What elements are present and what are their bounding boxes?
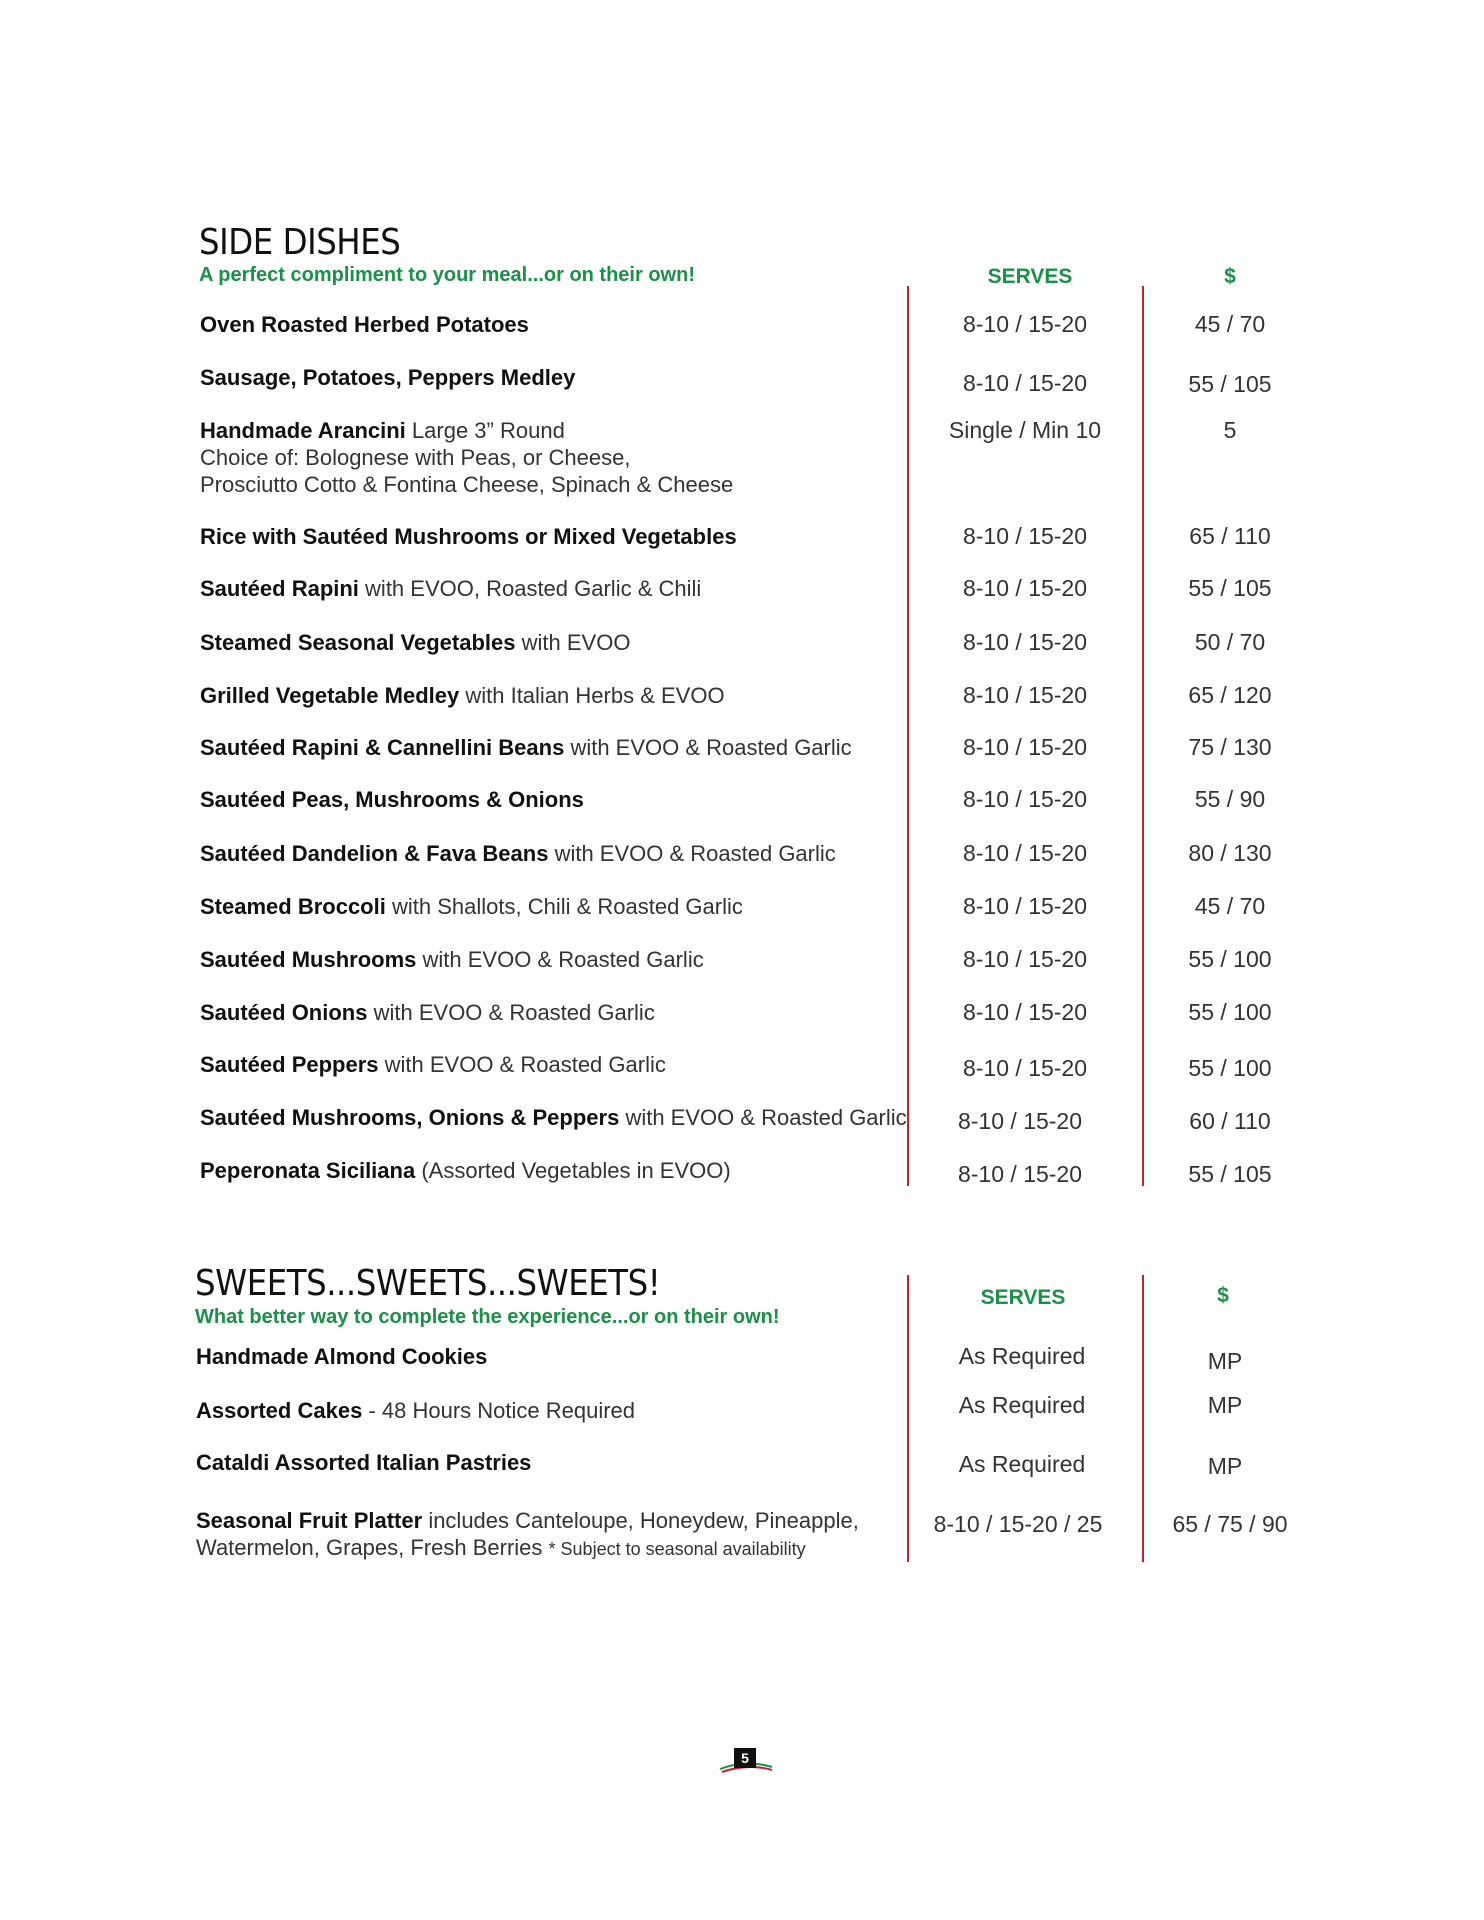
item-serves: 8-10 / 15-20: [962, 999, 1088, 1025]
item-name: Sautéed Onions with EVOO & Roasted Garlic: [200, 1000, 655, 1025]
item-price: 65 / 120: [1188, 682, 1272, 708]
item-name: Sautéed Dandelion & Fava Beans with EVOO & Roasted Garlic: [200, 841, 836, 866]
sweets-price-header: $: [1217, 1284, 1229, 1307]
item-name: Sautéed Mushrooms with EVOO & Roasted Garlic: [200, 947, 704, 972]
item-serves: 8-10 / 15-20: [962, 629, 1088, 655]
item-price: 55 / 105: [1188, 575, 1272, 601]
item-price: 80 / 130: [1188, 840, 1272, 866]
item-price: 55 / 105: [1188, 1161, 1272, 1187]
item-price: MP: [1207, 1348, 1243, 1374]
side-dishes-title: SIDE DISHES: [199, 222, 401, 263]
item-desc-line: Prosciutto Cotto & Fontina Cheese, Spinach & Cheese: [200, 472, 734, 497]
sweets-divider-left: [907, 1275, 909, 1562]
side-serves-header: SERVES: [987, 265, 1073, 288]
item-price: 55 / 100: [1188, 999, 1272, 1025]
item-name: Sautéed Peppers with EVOO & Roasted Garlic: [200, 1052, 666, 1077]
item-price: 65 / 75 / 90: [1172, 1511, 1288, 1537]
item-name: Seasonal Fruit Platter includes Canteloupe, Honeydew, Pineapple,: [196, 1508, 859, 1533]
sweets-title: SWEETS...SWEETS...SWEETS!: [195, 1263, 661, 1304]
item-serves: As Required: [958, 1343, 1086, 1369]
item-serves: 8-10 / 15-20: [962, 734, 1088, 760]
item-serves: 8-10 / 15-20: [962, 840, 1088, 866]
item-serves: 8-10 / 15-20: [962, 893, 1088, 919]
item-name: Cataldi Assorted Italian Pastries: [196, 1450, 532, 1475]
item-price: 5: [1223, 417, 1237, 443]
item-name: Peperonata Siciliana (Assorted Vegetables in EVOO): [200, 1158, 731, 1183]
item-desc-line: Watermelon, Grapes, Fresh Berries * Subject to seasonal availability: [196, 1535, 806, 1560]
item-name: Handmade Almond Cookies: [196, 1344, 488, 1369]
item-price: 75 / 130: [1188, 734, 1272, 760]
item-serves: 8-10 / 15-20: [962, 1055, 1088, 1081]
item-serves: 8-10 / 15-20: [962, 575, 1088, 601]
item-serves: 8-10 / 15-20: [962, 946, 1088, 972]
side-dishes-subtitle: A perfect compliment to your meal...or on their own!: [199, 264, 695, 286]
item-name: Sautéed Mushrooms, Onions & Peppers with EVOO & Roasted Garlic: [200, 1105, 907, 1130]
item-name: Sausage, Potatoes, Peppers Medley: [200, 365, 576, 390]
item-price: 50 / 70: [1194, 629, 1266, 655]
side-divider-right: [1142, 286, 1144, 1186]
item-name: Sautéed Peas, Mushrooms & Onions: [200, 787, 584, 812]
item-price: 65 / 110: [1189, 523, 1271, 549]
item-serves: 8-10 / 15-20: [957, 1161, 1083, 1187]
item-price: 55 / 105: [1188, 371, 1272, 397]
page-number: 5: [741, 1750, 749, 1766]
item-serves: 8-10 / 15-20: [957, 1108, 1083, 1134]
side-price-header: $: [1224, 265, 1236, 288]
page-number-badge: [718, 1745, 774, 1779]
item-serves: 8-10 / 15-20: [962, 523, 1088, 549]
item-price: 45 / 70: [1194, 893, 1266, 919]
side-divider-left: [907, 286, 909, 1186]
item-serves: As Required: [958, 1392, 1086, 1418]
item-name: Sautéed Rapini with EVOO, Roasted Garlic & Chili: [200, 576, 702, 601]
item-name: Rice with Sautéed Mushrooms or Mixed Vegetables: [200, 524, 737, 549]
item-name: Grilled Vegetable Medley with Italian Herbs & EVOO: [200, 683, 725, 708]
item-serves: 8-10 / 15-20: [962, 370, 1088, 396]
item-price: MP: [1207, 1392, 1243, 1418]
item-serves: 8-10 / 15-20 / 25: [933, 1511, 1103, 1537]
item-price: 55 / 90: [1194, 786, 1266, 812]
item-serves: As Required: [958, 1451, 1086, 1477]
item-name: Steamed Broccoli with Shallots, Chili & Roasted Garlic: [200, 894, 743, 919]
item-price: 60 / 110: [1189, 1108, 1271, 1134]
item-serves: 8-10 / 15-20: [962, 311, 1088, 337]
item-price: 45 / 70: [1194, 311, 1266, 337]
item-price: 55 / 100: [1188, 1055, 1272, 1081]
sweets-serves-header: SERVES: [980, 1286, 1066, 1309]
item-serves: 8-10 / 15-20: [962, 786, 1088, 812]
item-name: Handmade Arancini Large 3” Round: [200, 418, 565, 443]
item-price: MP: [1207, 1453, 1243, 1479]
item-serves: 8-10 / 15-20: [962, 682, 1088, 708]
item-name: Assorted Cakes - 48 Hours Notice Required: [196, 1398, 636, 1423]
item-desc-line: Choice of: Bolognese with Peas, or Cheese,: [200, 445, 631, 470]
item-price: 55 / 100: [1188, 946, 1272, 972]
item-serves: Single / Min 10: [948, 417, 1102, 443]
item-name: Sautéed Rapini & Cannellini Beans with EVOO & Roasted Garlic: [200, 735, 852, 760]
item-name: Oven Roasted Herbed Potatoes: [200, 312, 529, 337]
item-name: Steamed Seasonal Vegetables with EVOO: [200, 630, 631, 655]
sweets-subtitle: What better way to complete the experience...or on their own!: [195, 1306, 780, 1328]
